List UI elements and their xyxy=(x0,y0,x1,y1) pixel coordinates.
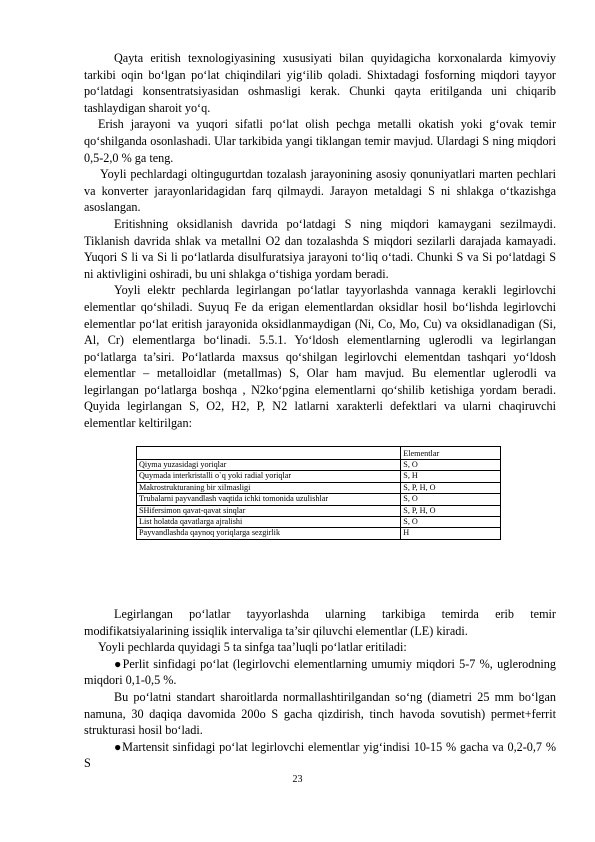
body-text-top xyxy=(84,50,556,432)
table-cell-elements: S, P, H, O xyxy=(401,482,501,493)
table-cell-defect: Quymada interkristalli o`q yoki radial yoriqlar xyxy=(137,471,401,482)
table-header-cell: Elementlar xyxy=(401,447,501,460)
paragraph: Erish jarayoni va yuqori sifatli po‘lat olish pechga metalli okatish yoki g‘ovak temir qo‘shilganda osonlashadi. Ular tarkibida yangi tiklangan temir mavjud. Ulardagi S ning miqdori 0,5-2,0 % ga teng. xyxy=(84,117,556,165)
paragraph: ●Martensit sinfidagi po‘lat legirlovchi elementlar yig‘indisi 10-15 % gacha va 0,2-0,7 % S xyxy=(84,739,556,771)
paragraph: ●Perlit sinfidagi po‘lat (legirlovchi elementlarning umumiy miqdori 5-7 %, uglerodning miqdori 0,1-0,5 %. xyxy=(84,656,556,688)
table-cell-defect: Qiyma yuzasidagi yoriqlar xyxy=(137,460,401,471)
table-row xyxy=(137,482,501,493)
table-cell-elements: S, O xyxy=(401,460,501,471)
paragraph: Yoyli pechlarda quyidagi 5 ta sinfga taa’luqli po‘latlar eritiladi: xyxy=(98,640,407,655)
table-cell-elements: H xyxy=(401,528,501,539)
table-cell-elements: S, H xyxy=(401,471,501,482)
table-cell-defect: List holatda qavatlarga ajralishi xyxy=(137,517,401,528)
table-row xyxy=(137,494,501,505)
defects-table xyxy=(136,446,501,540)
table-cell-elements: S, O xyxy=(401,494,501,505)
table-header-row xyxy=(137,447,501,460)
paragraph: Yoyli elektr pechlarda legirlangan po‘latlar tayyorlashda vannaga kerakli legirlovchi elementlar qo‘shiladi. Suyuq Fe da erigan elementlardan oksidlar hosil bo‘lishda legirlovchi elementlar po‘lat eritish jarayonida oksidlanmaydigan (Ni, Co, Mo, Cu) va oksidlanadigan (Si, Al, Cr) elementlarga bo‘linadi. 5.5.1. Yo‘ldosh elementlarning uglerodli va legirlangan po‘latlarga ta’siri. Po‘latlarda maxsus qo‘shilgan legirlovchi elementdan tashqari yo‘ldosh elementlar – metalloidlar (metallmas) S, Olar ham mavjud. Bu elementlar uglerodli va legirlangan po‘latlarga boshqa , N2ko‘pgina elementlarni qo‘shilib ketishiga yordam beradi. Quyida legirlangan S, O2, H2, P, N2 latlarni xarakterli defektlari va ularni chaqiruvchi elementlar keltirilgan: xyxy=(84,283,556,431)
table-row xyxy=(137,460,501,471)
paragraph: Legirlangan po‘latlar tayyorlashda ularning tarkibiga temirda erib temir modifikatsiyalarining issiqlik intervaliga ta’sir qiluvchi elementlar (LE) kiradi. xyxy=(84,607,556,638)
paragraph: Bu po‘latni standart sharoitlarda normallashtirilgandan so‘ng (diametri 25 mm bo‘lgan namuna, 30 daqiqa davomida 200o S gacha qizdirish, tinch havoda sovutish) permet+ferrit strukturasi hosil bo‘ladi. xyxy=(84,689,556,738)
page-number: 23 xyxy=(292,774,303,785)
table-cell-defect: Makrostrukturaning bir xilmasligi xyxy=(137,482,401,493)
table-row xyxy=(137,517,501,528)
table-row xyxy=(137,471,501,482)
paragraph: Eritishning oksidlanish davrida po‘latdagi S ning miqdori kamaygani sezilmaydi. Tiklanish davrida shlak va metallni O2 dan tozalashda S miqdori sezilarli darajada kamayadi. Yuqori S li va Si li po‘latlarda disulfuratsiya jarayoni to‘liq o‘tadi. Chunki S va Si po‘latdagi S ni aktivligini oshiradi, bu uni shlakga o‘tishiga yordam beradi. xyxy=(84,216,556,281)
table-row xyxy=(137,505,501,516)
table-cell-defect: SHifersimon qavat-qavat sinqlar xyxy=(137,505,401,516)
table-cell-elements: S, O xyxy=(401,517,501,528)
table-cell-defect: Trubalarni payvandlash vaqtida ichki tomonida uzulishlar xyxy=(137,494,401,505)
table-header-cell xyxy=(137,447,401,460)
paragraph: Qayta eritish texnologiyasining xususiyati bilan quyidagicha korxonalarda kimyoviy tarkibi oqin bo‘lgan po‘lat chiqindilari yig‘ilib qoladi. Shixtadagi fosforning miqdori tayyor po‘latdagi konsentratsiyasidan oshmasligi kerak. Chunki qayta eritilganda uni chiqarib tashlaydigan sharoit yo‘q. xyxy=(84,51,556,115)
table-cell-elements: S, P, H, O xyxy=(401,505,501,516)
body-text-bottom xyxy=(84,606,556,772)
table-cell-defect: Payvandlashda qaynoq yoriqlarga sezgirlik xyxy=(137,528,401,539)
paragraph: Yoyli pechlardagi oltingugurtdan tozalash jarayonining asosiy qonuniyatlari marten pechlari va konverter jarayonlaridagidan farq qilmaydi. Jarayon metaldagi S ni shlakga o‘tkazishga asoslangan. xyxy=(84,167,556,215)
table-row xyxy=(137,528,501,539)
